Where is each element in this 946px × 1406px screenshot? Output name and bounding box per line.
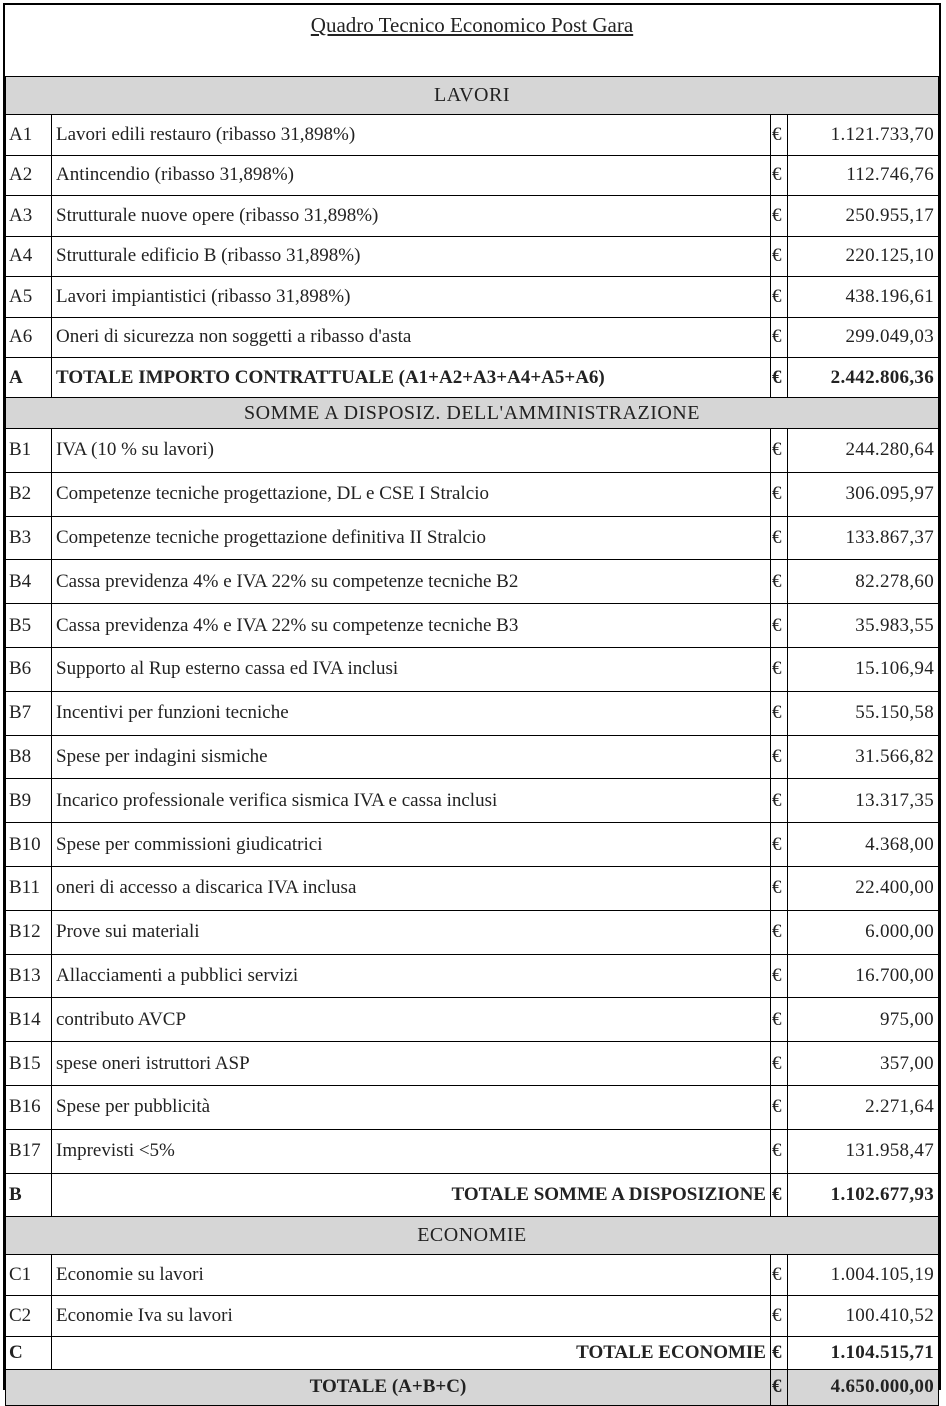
item-amount: 131.958,47 — [787, 1129, 938, 1173]
table-row — [6, 317, 939, 358]
item-description: Allacciamenti a pubblici servizi — [52, 954, 771, 998]
currency-symbol: € — [770, 1369, 787, 1405]
item-description: Economie Iva su lavori — [52, 1295, 771, 1336]
item-description: Antincendio (ribasso 31,898%) — [52, 155, 771, 196]
total-code: A — [6, 358, 52, 398]
table-row — [6, 1254, 939, 1295]
currency-symbol: € — [770, 472, 787, 516]
item-code: B10 — [6, 823, 52, 867]
item-code: A4 — [6, 236, 52, 277]
item-description: Spese per indagini sismiche — [52, 735, 771, 779]
item-code: B9 — [6, 779, 52, 823]
currency-symbol: € — [770, 1042, 787, 1086]
item-description: Strutturale edificio B (ribasso 31,898%) — [52, 236, 771, 277]
table-row — [6, 604, 939, 648]
item-description: Oneri di sicurezza non soggetti a ribasso d'asta — [52, 317, 771, 358]
table-row — [6, 1295, 939, 1336]
item-amount: 306.095,97 — [787, 472, 938, 516]
table-row — [6, 779, 939, 823]
currency-symbol: € — [770, 823, 787, 867]
currency-symbol: € — [770, 560, 787, 604]
table-row — [6, 910, 939, 954]
item-amount: 15.106,94 — [787, 647, 938, 691]
total-amount: 1.102.677,93 — [787, 1173, 938, 1216]
currency-symbol: € — [770, 735, 787, 779]
item-code: B16 — [6, 1085, 52, 1129]
item-amount: 100.410,52 — [787, 1295, 938, 1336]
table-row — [6, 735, 939, 779]
qte-table — [5, 5, 939, 1406]
total-row-lavori — [6, 358, 939, 398]
grand-total-row — [6, 1369, 939, 1405]
section-title: SOMME A DISPOSIZ. DELL'AMMINISTRAZIONE — [6, 398, 939, 429]
currency-symbol: € — [770, 317, 787, 358]
item-amount: 250.955,17 — [787, 196, 938, 237]
item-description: spese oneri istruttori ASP — [52, 1042, 771, 1086]
section-header-somme — [6, 398, 939, 429]
table-row — [6, 998, 939, 1042]
qte-document — [3, 3, 941, 1398]
document-title: Quadro Tecnico Economico Post Gara — [6, 5, 939, 77]
item-description: Economie su lavori — [52, 1254, 771, 1295]
table-row — [6, 866, 939, 910]
item-amount: 357,00 — [787, 1042, 938, 1086]
currency-symbol: € — [770, 277, 787, 318]
section-title: LAVORI — [6, 77, 939, 115]
item-amount: 299.049,03 — [787, 317, 938, 358]
item-code: B15 — [6, 1042, 52, 1086]
item-description: Spese per pubblicità — [52, 1085, 771, 1129]
item-code: B3 — [6, 516, 52, 560]
total-row-economie — [6, 1336, 939, 1369]
currency-symbol: € — [770, 1173, 787, 1216]
item-description: Cassa previdenza 4% e IVA 22% su competenze tecniche B2 — [52, 560, 771, 604]
table-row — [6, 560, 939, 604]
currency-symbol: € — [770, 1295, 787, 1336]
item-description: Supporto al Rup esterno cassa ed IVA inclusi — [52, 647, 771, 691]
item-amount: 133.867,37 — [787, 516, 938, 560]
item-amount: 1.004.105,19 — [787, 1254, 938, 1295]
item-code: B6 — [6, 647, 52, 691]
item-amount: 16.700,00 — [787, 954, 938, 998]
item-description: contributo AVCP — [52, 998, 771, 1042]
item-amount: 220.125,10 — [787, 236, 938, 277]
total-row-somme — [6, 1173, 939, 1216]
currency-symbol: € — [770, 910, 787, 954]
table-row — [6, 691, 939, 735]
item-amount: 112.746,76 — [787, 155, 938, 196]
item-description: Incarico professionale verifica sismica IVA e cassa inclusi — [52, 779, 771, 823]
item-amount: 22.400,00 — [787, 866, 938, 910]
total-label: TOTALE ECONOMIE — [52, 1336, 771, 1369]
item-code: A2 — [6, 155, 52, 196]
table-row — [6, 1042, 939, 1086]
item-code: B7 — [6, 691, 52, 735]
item-amount: 13.317,35 — [787, 779, 938, 823]
total-amount: 2.442.806,36 — [787, 358, 938, 398]
total-code: B — [6, 1173, 52, 1216]
currency-symbol: € — [770, 604, 787, 648]
item-description: Incentivi per funzioni tecniche — [52, 691, 771, 735]
item-code: B4 — [6, 560, 52, 604]
currency-symbol: € — [770, 516, 787, 560]
item-code: B13 — [6, 954, 52, 998]
table-row — [6, 516, 939, 560]
section-header-lavori — [6, 77, 939, 115]
currency-symbol: € — [770, 358, 787, 398]
currency-symbol: € — [770, 155, 787, 196]
item-description: Lavori impiantistici (ribasso 31,898%) — [52, 277, 771, 318]
item-description: Imprevisti <5% — [52, 1129, 771, 1173]
item-description: oneri di accesso a discarica IVA inclusa — [52, 866, 771, 910]
total-label: TOTALE SOMME A DISPOSIZIONE — [52, 1173, 771, 1216]
total-amount: 1.104.515,71 — [787, 1336, 938, 1369]
currency-symbol: € — [770, 1085, 787, 1129]
table-row — [6, 954, 939, 998]
table-row — [6, 236, 939, 277]
item-description: Strutturale nuove opere (ribasso 31,898%) — [52, 196, 771, 237]
table-row — [6, 429, 939, 473]
currency-symbol: € — [770, 998, 787, 1042]
table-row — [6, 647, 939, 691]
currency-symbol: € — [770, 779, 787, 823]
currency-symbol: € — [770, 429, 787, 473]
item-code: C1 — [6, 1254, 52, 1295]
table-row — [6, 1085, 939, 1129]
grand-total-amount: 4.650.000,00 — [787, 1369, 938, 1405]
item-description: Spese per commissioni giudicatrici — [52, 823, 771, 867]
item-amount: 1.121.733,70 — [787, 115, 938, 156]
table-row — [6, 472, 939, 516]
item-code: B1 — [6, 429, 52, 473]
item-code: B14 — [6, 998, 52, 1042]
item-code: A5 — [6, 277, 52, 318]
item-code: B11 — [6, 866, 52, 910]
item-code: B12 — [6, 910, 52, 954]
item-description: Prove sui materiali — [52, 910, 771, 954]
item-code: B2 — [6, 472, 52, 516]
table-row — [6, 155, 939, 196]
title-row — [6, 5, 939, 77]
currency-symbol: € — [770, 236, 787, 277]
currency-symbol: € — [770, 196, 787, 237]
currency-symbol: € — [770, 115, 787, 156]
item-amount: 2.271,64 — [787, 1085, 938, 1129]
item-amount: 55.150,58 — [787, 691, 938, 735]
total-label: TOTALE IMPORTO CONTRATTUALE (A1+A2+A3+A4+A5+A6) — [52, 358, 771, 398]
item-amount: 6.000,00 — [787, 910, 938, 954]
table-row — [6, 1129, 939, 1173]
item-amount: 31.566,82 — [787, 735, 938, 779]
item-amount: 35.983,55 — [787, 604, 938, 648]
item-code: B5 — [6, 604, 52, 648]
currency-symbol: € — [770, 1254, 787, 1295]
grand-total-label: TOTALE (A+B+C) — [6, 1369, 771, 1405]
item-amount: 82.278,60 — [787, 560, 938, 604]
table-row — [6, 823, 939, 867]
section-header-economie — [6, 1216, 939, 1254]
currency-symbol: € — [770, 691, 787, 735]
item-amount: 975,00 — [787, 998, 938, 1042]
table-row — [6, 277, 939, 318]
item-amount: 438.196,61 — [787, 277, 938, 318]
currency-symbol: € — [770, 647, 787, 691]
item-description: Competenze tecniche progettazione definitiva II Stralcio — [52, 516, 771, 560]
item-code: B8 — [6, 735, 52, 779]
item-code: B17 — [6, 1129, 52, 1173]
item-description: Lavori edili restauro (ribasso 31,898%) — [52, 115, 771, 156]
item-description: Competenze tecniche progettazione, DL e CSE I Stralcio — [52, 472, 771, 516]
table-row — [6, 115, 939, 156]
item-code: C2 — [6, 1295, 52, 1336]
section-title: ECONOMIE — [6, 1216, 939, 1254]
table-row — [6, 196, 939, 237]
item-code: A3 — [6, 196, 52, 237]
item-amount: 4.368,00 — [787, 823, 938, 867]
currency-symbol: € — [770, 866, 787, 910]
currency-symbol: € — [770, 1336, 787, 1369]
item-code: A6 — [6, 317, 52, 358]
currency-symbol: € — [770, 954, 787, 998]
total-code: C — [6, 1336, 52, 1369]
item-code: A1 — [6, 115, 52, 156]
item-description: Cassa previdenza 4% e IVA 22% su competenze tecniche B3 — [52, 604, 771, 648]
item-description: IVA (10 % su lavori) — [52, 429, 771, 473]
currency-symbol: € — [770, 1129, 787, 1173]
item-amount: 244.280,64 — [787, 429, 938, 473]
